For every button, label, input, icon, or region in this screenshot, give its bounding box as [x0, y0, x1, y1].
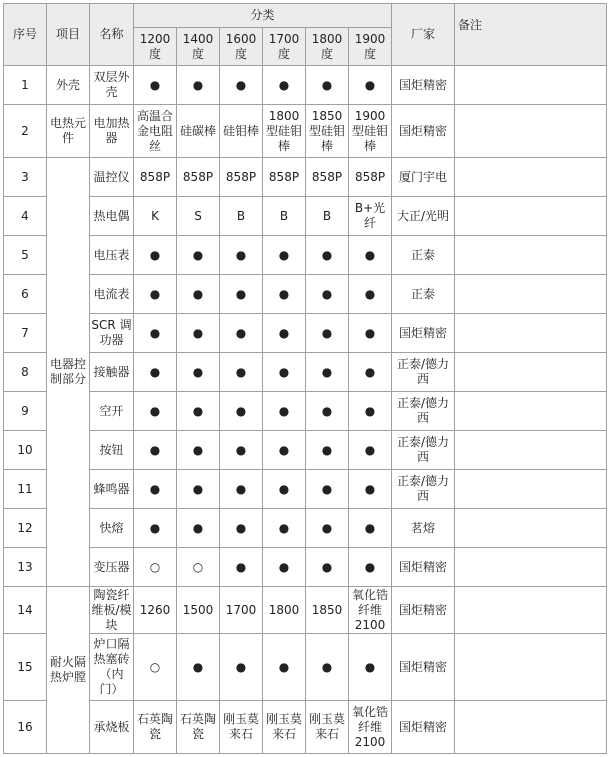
spec-cell: 1850: [306, 587, 349, 634]
remark-cell: [455, 634, 607, 701]
spec-cell: ●: [263, 470, 306, 509]
row-number: 2: [4, 105, 47, 158]
item-name: 炉口隔热塞砖（内门）: [90, 634, 134, 701]
header-category: 分类: [134, 4, 392, 28]
spec-cell: 858P: [306, 158, 349, 197]
row-number: 16: [4, 701, 47, 754]
item-name: 热电偶: [90, 197, 134, 236]
spec-cell: ●: [263, 509, 306, 548]
spec-cell: 1700: [220, 587, 263, 634]
spec-cell: 858P: [220, 158, 263, 197]
item-name: 电加热器: [90, 105, 134, 158]
spec-cell: ●: [177, 353, 220, 392]
item-name: 电压表: [90, 236, 134, 275]
spec-cell: 1900型硅钼棒: [349, 105, 392, 158]
row-number: 8: [4, 353, 47, 392]
table-row: [4, 314, 607, 353]
item-name: 接触器: [90, 353, 134, 392]
spec-cell: ●: [306, 275, 349, 314]
row-number: 3: [4, 158, 47, 197]
header-temp: 1600 度: [220, 28, 263, 66]
spec-cell: 刚玉莫来石: [306, 701, 349, 754]
maker-cell: 正泰: [392, 275, 455, 314]
remark-cell: [455, 236, 607, 275]
spec-cell: ●: [220, 548, 263, 587]
row-number: 11: [4, 470, 47, 509]
item-name: 电流表: [90, 275, 134, 314]
spec-cell: ●: [349, 431, 392, 470]
spec-cell: ●: [177, 314, 220, 353]
maker-cell: 国炬精密: [392, 105, 455, 158]
maker-cell: 国炬精密: [392, 634, 455, 701]
spec-cell: ●: [134, 509, 177, 548]
remark-cell: [455, 587, 607, 634]
spec-cell: 1850型硅钼棒: [306, 105, 349, 158]
table-row: [4, 236, 607, 275]
spec-cell: ●: [306, 353, 349, 392]
remark-cell: [455, 392, 607, 431]
header-item: 项目: [47, 4, 90, 66]
table-row: [4, 158, 607, 197]
spec-cell: ●: [306, 509, 349, 548]
header-maker: 厂家: [392, 4, 455, 66]
item-name: 变压器: [90, 548, 134, 587]
spec-cell: ●: [349, 66, 392, 105]
remark-cell: [455, 197, 607, 236]
spec-cell: S: [177, 197, 220, 236]
header-no: 序号: [4, 4, 47, 66]
spec-cell: ●: [306, 314, 349, 353]
remark-cell: [455, 431, 607, 470]
spec-cell: 硅碳棒: [177, 105, 220, 158]
spec-cell: ●: [306, 236, 349, 275]
item-name: 陶瓷纤维板/模块: [91, 587, 132, 632]
spec-cell: 氧化锆纤维2100: [349, 587, 392, 634]
maker-cell: 国炬精密: [392, 587, 455, 634]
maker-cell: 正泰/德力西: [392, 431, 455, 470]
spec-cell: 858P: [349, 158, 392, 197]
row-number: 7: [4, 314, 47, 353]
spec-cell: ●: [306, 392, 349, 431]
spec-cell: ●: [134, 275, 177, 314]
spec-cell: ●: [349, 634, 392, 701]
row-number: 1: [4, 66, 47, 105]
spec-cell: 氧化锆纤维2100: [349, 701, 392, 754]
spec-cell: 硅钼棒: [220, 105, 263, 158]
remark-cell: [455, 470, 607, 509]
spec-cell: ○: [134, 634, 177, 701]
table-row: [4, 66, 607, 105]
maker-cell: 厦门宇电: [392, 158, 455, 197]
spec-cell: ●: [220, 353, 263, 392]
remark-cell: [455, 353, 607, 392]
remark-cell: [455, 275, 607, 314]
spec-cell: ●: [220, 66, 263, 105]
spec-cell: ●: [306, 470, 349, 509]
table-row: [4, 392, 607, 431]
maker-cell: 大正/光明: [392, 197, 455, 236]
spec-cell: ○: [134, 548, 177, 587]
spec-cell: ●: [220, 275, 263, 314]
spec-cell: 1500: [177, 587, 220, 634]
group-label: 外壳: [47, 66, 90, 105]
spec-cell: ●: [263, 275, 306, 314]
spec-cell: ●: [177, 634, 220, 701]
spec-cell: 858P: [263, 158, 306, 197]
header-temp: 1400 度: [177, 28, 220, 66]
maker-cell: 正泰/德力西: [392, 392, 455, 431]
header-temp: 1800 度: [306, 28, 349, 66]
spec-cell: 石英陶瓷: [134, 701, 177, 754]
spec-cell: ●: [220, 314, 263, 353]
maker-cell: 国炬精密: [392, 66, 455, 105]
spec-cell: ●: [134, 66, 177, 105]
table-row: [4, 275, 607, 314]
spec-cell: ●: [306, 634, 349, 701]
table-row: [4, 701, 607, 754]
spec-cell: ●: [349, 236, 392, 275]
spec-cell: ●: [349, 392, 392, 431]
header-temp: 1700 度: [263, 28, 306, 66]
table-row: [4, 548, 607, 587]
spec-cell: ●: [263, 314, 306, 353]
spec-cell: ●: [134, 431, 177, 470]
remark-cell: [455, 548, 607, 587]
spec-cell: 858P: [134, 158, 177, 197]
spec-cell: ●: [220, 509, 263, 548]
maker-cell: 正泰/德力西: [392, 353, 455, 392]
row-number: 6: [4, 275, 47, 314]
spec-cell: ●: [306, 66, 349, 105]
table-row: [4, 105, 607, 158]
spec-cell: ●: [177, 509, 220, 548]
item-name: 按钮: [90, 431, 134, 470]
spec-cell: ●: [263, 66, 306, 105]
spec-cell: 高温合金电阻丝: [134, 105, 177, 158]
spec-cell: ●: [134, 314, 177, 353]
spec-cell: ●: [263, 548, 306, 587]
group-label: 耐火隔热炉膛: [47, 587, 90, 754]
table-row: [4, 197, 607, 236]
spec-cell: ●: [220, 392, 263, 431]
item-name: 双层外壳: [90, 66, 134, 105]
spec-cell: ●: [134, 353, 177, 392]
spec-cell: 858P: [177, 158, 220, 197]
spec-cell: ●: [220, 470, 263, 509]
spec-cell: K: [134, 197, 177, 236]
item-name: 蜂鸣器: [90, 470, 134, 509]
spec-cell: ●: [263, 431, 306, 470]
remark-cell: [455, 158, 607, 197]
spec-cell: ●: [177, 66, 220, 105]
maker-cell: 国炬精密: [392, 314, 455, 353]
table-row: [4, 353, 607, 392]
group-label: 电热元件: [47, 105, 90, 158]
maker-cell: 正泰/德力西: [392, 470, 455, 509]
spec-cell: ●: [349, 509, 392, 548]
spec-cell: ●: [220, 431, 263, 470]
maker-cell: 国炬精密: [392, 701, 455, 754]
spec-cell: ●: [349, 548, 392, 587]
remark-cell: [455, 314, 607, 353]
group-label: 电器控制部分: [47, 158, 90, 587]
spec-cell: ●: [177, 392, 220, 431]
spec-cell: ●: [177, 236, 220, 275]
item-name: 快熔: [90, 509, 134, 548]
spec-cell: ●: [349, 314, 392, 353]
row-number: 13: [4, 548, 47, 587]
remark-cell: [455, 509, 607, 548]
spec-cell: ●: [220, 634, 263, 701]
row-number: 5: [4, 236, 47, 275]
row-number: 10: [4, 431, 47, 470]
spec-cell: B: [220, 197, 263, 236]
header-remark: 备注: [455, 4, 607, 66]
header-temp: 1200 度: [134, 28, 177, 66]
remark-cell: [455, 701, 607, 754]
row-number: 15: [4, 634, 47, 701]
table-row: [4, 470, 607, 509]
spec-cell: ●: [177, 431, 220, 470]
spec-cell: ●: [263, 353, 306, 392]
spec-cell: B+光纤: [349, 197, 392, 236]
spec-cell: ●: [134, 236, 177, 275]
spec-cell: ●: [134, 392, 177, 431]
spec-table: [3, 3, 607, 754]
spec-cell: 1800: [263, 587, 306, 634]
spec-cell: ●: [220, 236, 263, 275]
spec-cell: ●: [263, 236, 306, 275]
spec-cell: ●: [349, 275, 392, 314]
remark-cell: [455, 66, 607, 105]
remark-cell: [455, 105, 607, 158]
spec-cell: ●: [306, 431, 349, 470]
spec-cell: ●: [263, 392, 306, 431]
header-name: 名称: [90, 4, 134, 66]
table-row: [4, 509, 607, 548]
row-number: 12: [4, 509, 47, 548]
spec-cell: B: [263, 197, 306, 236]
spec-cell: ●: [177, 470, 220, 509]
table-row: [4, 431, 607, 470]
spec-cell: ●: [349, 353, 392, 392]
spec-cell: ●: [263, 634, 306, 701]
spec-cell: ●: [177, 275, 220, 314]
maker-cell: 正泰: [392, 236, 455, 275]
spec-cell: 刚玉莫来石: [263, 701, 306, 754]
spec-cell: 1800型硅钼棒: [263, 105, 306, 158]
item-name: 承烧板: [90, 701, 134, 754]
item-name: SCR 调功器: [90, 314, 134, 353]
item-name: 温控仪: [90, 158, 134, 197]
maker-cell: 国炬精密: [392, 548, 455, 587]
item-name: 空开: [90, 392, 134, 431]
table-row: [4, 634, 607, 701]
spec-cell: 刚玉莫来石: [220, 701, 263, 754]
spec-cell: ●: [134, 470, 177, 509]
row-number: 9: [4, 392, 47, 431]
spec-cell: 石英陶瓷: [177, 701, 220, 754]
spec-cell: B: [306, 197, 349, 236]
spec-cell: ○: [177, 548, 220, 587]
spec-cell: ●: [349, 470, 392, 509]
row-number: 14: [4, 587, 47, 634]
maker-cell: 茗熔: [392, 509, 455, 548]
row-number: 4: [4, 197, 47, 236]
table-row: [4, 587, 607, 634]
header-temp: 1900 度: [349, 28, 392, 66]
spec-cell: 1260: [134, 587, 177, 634]
spec-cell: ●: [306, 548, 349, 587]
